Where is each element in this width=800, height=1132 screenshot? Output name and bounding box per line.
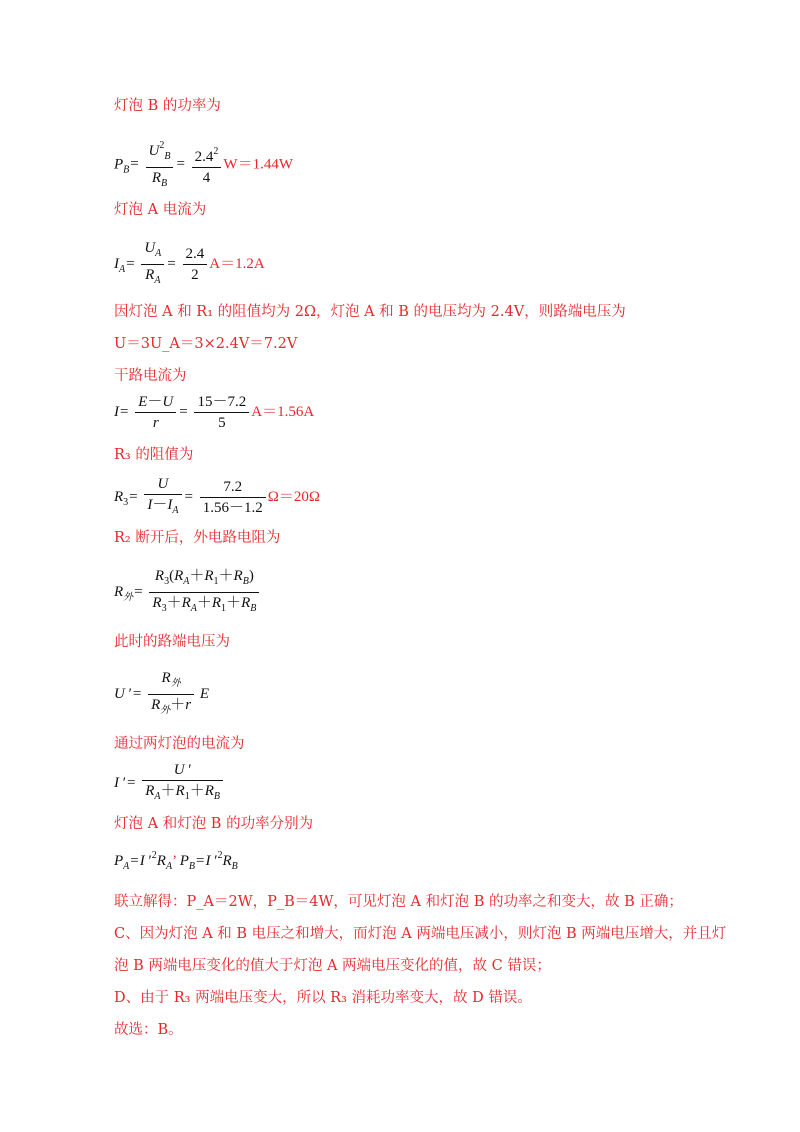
formula-r3: $R_3=$ $\frac{U}{I-I_A}$ = $\frac{7.2}{1.56-1.2}$ Ω＝20Ω <box>114 476 321 516</box>
formula-u-prime: U ′= $\frac{R_外}{R_外+r}$ E <box>114 670 210 716</box>
i-result: A＝1.56A <box>251 403 315 420</box>
formula-r-ext: $R_外=$ $\frac{R_3(R_A+R_1+R_B)}{R_3+R_A+R_1+R_B}$ <box>114 566 261 619</box>
text-line-u: U＝3U_A＝3×2.4V＝7.2V <box>114 336 298 352</box>
text-line-power-title: 灯泡 A 和灯泡 B 的功率分别为 <box>114 816 314 832</box>
r3-result: Ω＝20Ω <box>267 488 321 505</box>
formula-pa-pb: $P_A=I$ $'^2R_A$’ $P_B=I$ $'^2R_B$ <box>114 850 238 872</box>
text-line-c-2: 泡 B 两端电压变化的值大于灯泡 A 两端电压变化的值，故 C 错误； <box>114 958 551 974</box>
text-line-d: D、由于 R₃ 两端电压变大，所以 R₃ 消耗功率变大，故 D 错误。 <box>114 990 532 1006</box>
text-line-u-prime-title: 此时的路端电压为 <box>114 634 230 650</box>
text-line-r3-title: R₃ 的阻值为 <box>114 447 194 463</box>
text-line-voltage: 因灯泡 A 和 R₁ 的阻值均为 2Ω，灯泡 A 和 B 的电压均为 2.4V，则路端电压为 <box>114 304 626 320</box>
text-line-r-ext-title: R₂ 断开后，外电路电阻为 <box>114 530 281 546</box>
text-line-ia-title: 灯泡 A 电流为 <box>114 202 207 218</box>
formula-i: I= $\frac{E-U}{r}$ = $\frac{15-7.2}{5}$ A＝1.56A <box>114 394 315 431</box>
text-line-i-prime-title: 通过两灯泡的电流为 <box>114 736 245 752</box>
text-line-conclusion: 联立解得：P_A＝2W，P_B＝4W，可见灯泡 A 和灯泡 B 的功率之和变大，故 B 正确； <box>114 894 683 910</box>
text-line-c-1: C、因为灯泡 A 和 B 电压之和增大，而灯泡 A 两端电压减小，则灯泡 B 两端电压增大，并且灯 <box>114 926 727 942</box>
text-line-i-title: 干路电流为 <box>114 368 187 384</box>
formula-pb: $P_B=$ $\frac{U^2_B}{R_B}$ = $\frac{2.4^2}{4}$ W＝1.44W <box>114 136 293 194</box>
pb-result: W＝1.44W <box>223 156 293 173</box>
formula-ia: $I_A=$ $\frac{U_A}{R_A}$ = $\frac{2.4}{2}$ A＝1.2A <box>114 240 265 286</box>
text-line-pb-title: 灯泡 B 的功率为 <box>114 98 221 114</box>
text-line-answer: 故选：B。 <box>114 1022 183 1038</box>
ia-result: A＝1.2A <box>209 255 265 272</box>
formula-i-prime: I ′= $\frac{U '}{R_A+R_1+R_B}$ <box>114 760 225 807</box>
